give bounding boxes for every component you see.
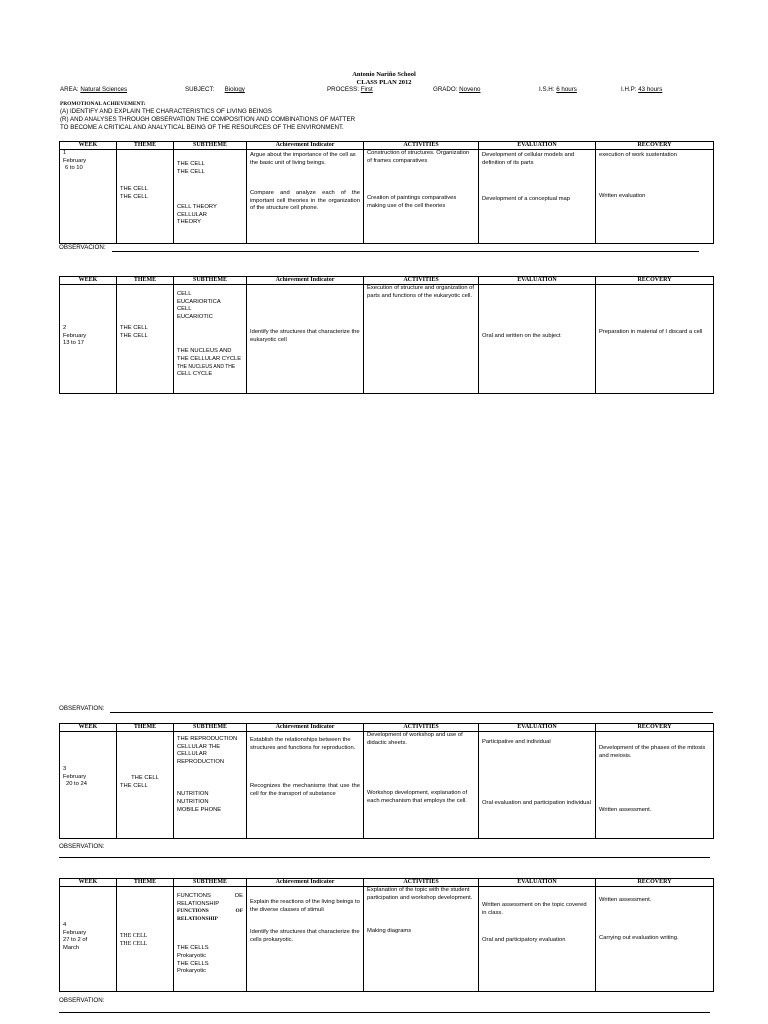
evaluation-cell: Participative and individual Oral evaluation and participation individual [479, 732, 596, 839]
table-row [60, 732, 714, 839]
observation-line-1 [112, 251, 699, 252]
plan-table-week-3 [59, 723, 714, 839]
col-recovery: RECOVERY [596, 879, 714, 887]
school-name: Antonio Nariño School [352, 71, 416, 78]
process-value: First [360, 86, 373, 93]
observation-1: OBSERVACIÓN: [59, 244, 106, 251]
col-indicator: Achievement Indicator [247, 142, 364, 150]
ish-label: I.S.H: [539, 86, 555, 93]
activities-cell: Explanation of the topic with the student participation and workshop development. Making diagrams [364, 887, 479, 992]
col-recovery: RECOVERY [596, 142, 714, 150]
observation-2: OBSERVATION: [59, 705, 105, 712]
col-evaluation: EVALUATION [479, 879, 596, 887]
meta-row [60, 86, 710, 93]
col-theme: THEME [117, 142, 174, 150]
col-recovery: RECOVERY [596, 277, 714, 285]
process-label: PROCESS: [327, 86, 359, 93]
indicator-cell: Argue about the importance of the cell as the basic unit of living beings. Compare and analyze each of the important cell theories in the organization of the structure cell phone. [247, 150, 364, 244]
activities-cell: Development of workshop and use of didactic sheets. Workshop development, explanation of each mechanism that employs the cell. [364, 732, 479, 839]
indicator-cell: Identify the structures that characterize the eukaryotic cell [247, 285, 364, 394]
col-activities: ACTIVITIES [364, 724, 479, 732]
plan-title: CLASS PLAN 2012 [356, 79, 412, 86]
activities-cell: Execution of structure and organization of parts and functions of the eukaryotic cell. [364, 285, 479, 394]
col-indicator: Achievement Indicator [247, 277, 364, 285]
col-evaluation: EVALUATION [479, 142, 596, 150]
subtheme-cell: THE CELL THE CELL CELL THEORY CELLULAR THEORY [174, 150, 247, 244]
col-indicator: Achievement Indicator [247, 879, 364, 887]
table-row [60, 887, 714, 992]
recovery-cell: execution of work sustentation Written evaluation [596, 150, 714, 244]
col-evaluation: EVALUATION [479, 277, 596, 285]
col-week: WEEK [60, 277, 117, 285]
subtheme-cell: CELL EUCARIORTICA CELL EUCARIOTIC THE NUCLEUS AND THE CELLULAR CYCLE THE NUCLEUS AND THE CELL CYCLE [174, 285, 247, 394]
table-row [60, 285, 714, 394]
col-activities: ACTIVITIES [364, 879, 479, 887]
table-header-row [60, 879, 714, 887]
table-header-row [60, 724, 714, 732]
indicator-cell: Establish the relationships between the structures and functions for reproduction. Recognizes the mechanisms that use the cell for the transport of substance [247, 732, 364, 839]
promotional-title: PROMOTIONAL ACHIEVEMENT: [60, 101, 146, 107]
observation-line-2 [110, 712, 713, 713]
col-activities: ACTIVITIES [364, 142, 479, 150]
grade-value: Noveno [459, 86, 481, 93]
recovery-cell: Preparation in material of I discard a cell [596, 285, 714, 394]
area-value: Natural Sciences [80, 86, 128, 93]
ish-value: 6 hours [556, 86, 577, 93]
week-cell: 2 February 13 to 17 [60, 285, 117, 394]
col-week: WEEK [60, 879, 117, 887]
theme-cell: THE CELL THE CELL [117, 887, 174, 992]
col-subtheme: SUBTHEME [174, 142, 247, 150]
plan-table-week-2 [59, 276, 714, 394]
recovery-cell: Development of the phases of the mitosis and meiosis. Written assessment. [596, 732, 714, 839]
promotional-line-2: (R) AND ANALYSES THROUGH OBSERVATION THE COMPOSITION AND COMBINATIONS OF MATTER [60, 116, 356, 123]
area-label: AREA: [60, 86, 79, 93]
col-subtheme: SUBTHEME [174, 879, 247, 887]
recovery-cell: Written assessment. Carrying out evaluation writing. [596, 887, 714, 992]
col-evaluation: EVALUATION [479, 724, 596, 732]
evaluation-cell: Written assessment on the topic covered in class. Oral and participatory evaluation [479, 887, 596, 992]
activities-cell: Construction of structures. Organization of frames comparatives Creation of paintings comparatives making use of the cell theories [364, 150, 479, 244]
subject-value: Biology [224, 86, 245, 93]
ihp-value: 43 hours [638, 86, 663, 93]
table-header-row [60, 277, 714, 285]
evaluation-cell: Oral and written on the subject [479, 285, 596, 394]
ihp-label: I.H.P: [621, 86, 637, 93]
table-header-row [60, 142, 714, 150]
indicator-cell: Explain the reactions of the living beings to the diverse classes of stimuli Identify the structures that characterize the cells prokaryotic. [247, 887, 364, 992]
promotional-line-3: TO BECOME A CRITICAL AND ANALYTICAL BEING OF THE RESOURCES OF THE ENVIRONMENT. [60, 124, 344, 131]
col-week: WEEK [60, 724, 117, 732]
col-theme: THEME [117, 879, 174, 887]
week-cell: 3 February 20 to 24 [60, 732, 117, 839]
table-row [60, 150, 714, 244]
observation-line-3 [59, 857, 710, 858]
col-theme: THEME [117, 724, 174, 732]
observation-line-4 [59, 1012, 710, 1013]
col-indicator: Achievement Indicator [247, 724, 364, 732]
week-cell: 4 February 27 to 2 of March [60, 887, 117, 992]
subtheme-cell: FUNCTIONS DE RELATIONSHIP FUNCTIONS OF RELATIONSHIP THE CELLS Prokaryotic THE CELLS Prokaryotic [174, 887, 247, 992]
theme-cell: THE CELL THE CELL [117, 285, 174, 394]
theme-cell: THE CELL THE CELL [117, 150, 174, 244]
promotional-line-1: (A) IDENTIFY AND EXPLAIN THE CHARACTERISTICS OF LIVING BEINGS [60, 108, 272, 115]
col-subtheme: SUBTHEME [174, 724, 247, 732]
evaluation-cell: Development of cellular models and definition of its parts Development of a conceptual map [479, 150, 596, 244]
col-theme: THEME [117, 277, 174, 285]
col-week: WEEK [60, 142, 117, 150]
subject-label: SUBJECT: [185, 86, 215, 93]
col-subtheme: SUBTHEME [174, 277, 247, 285]
observation-4: OBSERVATION: [59, 997, 105, 1004]
observation-3: OBSERVATION: [59, 843, 105, 850]
col-activities: ACTIVITIES [364, 277, 479, 285]
week-cell: 1 February 6 to 10 [60, 150, 117, 244]
grade-label: GRADO: [433, 86, 458, 93]
theme-cell: THE CELL THE CELL [117, 732, 174, 839]
subtheme-cell: THE REPRODUCTION CELLULAR THE CELLULAR REPRODUCTION NUTRITION NUTRITION MOBILE PHONE [174, 732, 247, 839]
plan-table-week-4 [59, 878, 714, 992]
col-recovery: RECOVERY [596, 724, 714, 732]
plan-table-week-1 [59, 141, 714, 244]
